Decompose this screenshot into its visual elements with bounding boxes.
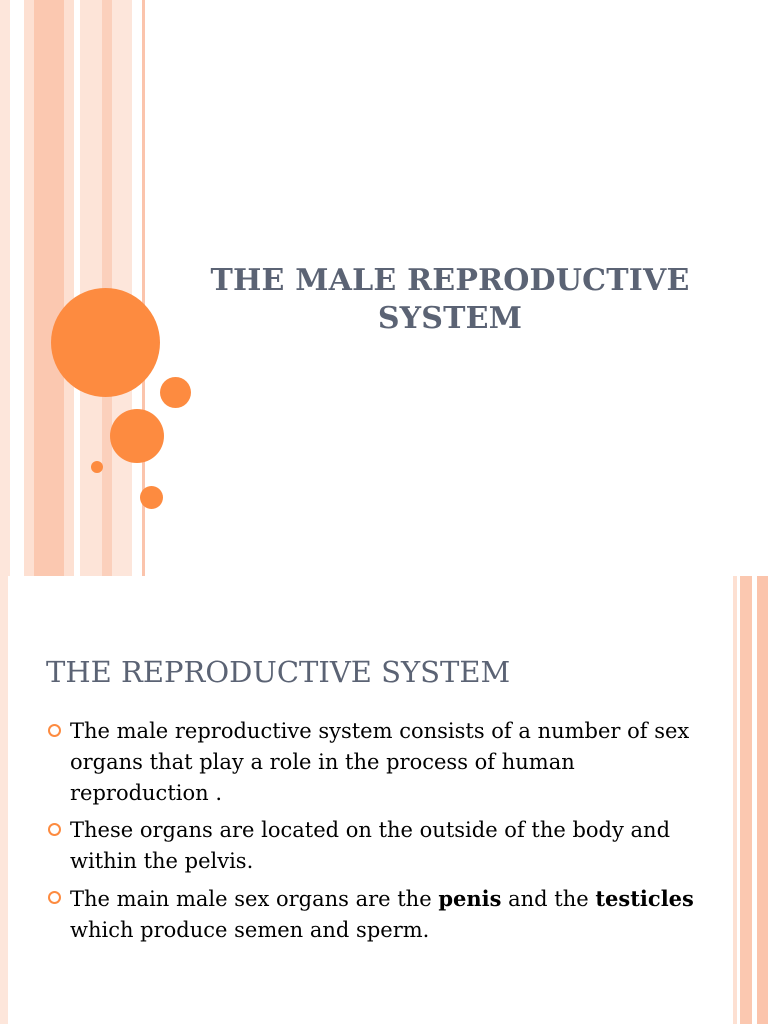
bullet-circle-icon [48,724,61,737]
decorative-band [24,0,34,576]
list-item [46,883,696,946]
decorative-band [0,0,10,576]
bold-term: testicles [595,886,694,911]
decorative-band [757,576,768,1024]
decorative-circle-large [51,288,160,397]
bullet-text-part: and the [501,887,596,911]
bullet-text-part: The main male sex organs are the [70,887,439,911]
bullet-circle-icon [48,891,61,904]
bullet-text: The male reproductive system consists of a number of sex organs that play a role in the process of human reproduction . [70,719,690,805]
slide-title: THE MALE REPRODUCTIVE SYSTEM [210,263,690,336]
decorative-band [34,0,64,576]
slide-heading: THE REPRODUCTIVE SYSTEM [46,655,511,689]
list-item [46,716,696,809]
bullet-text-part: which produce semen and sperm. [70,918,430,942]
bullet-text: These organs are located on the outside of the body and within the pelvis. [70,818,671,873]
bold-term: penis [438,886,502,911]
bullet-list [46,716,696,952]
decorative-band [64,0,74,576]
bullet-circle-icon [48,823,61,836]
decorative-band [132,0,142,576]
decorative-band [0,576,8,1024]
decorative-circle-tiny [91,461,103,473]
decorative-circle-small [160,377,191,408]
decorative-circle-small [140,486,163,509]
decorative-band [10,0,24,576]
decorative-band [740,576,752,1024]
decorative-circle-medium [110,409,164,463]
content-slide [0,576,768,1024]
list-item [46,815,696,877]
